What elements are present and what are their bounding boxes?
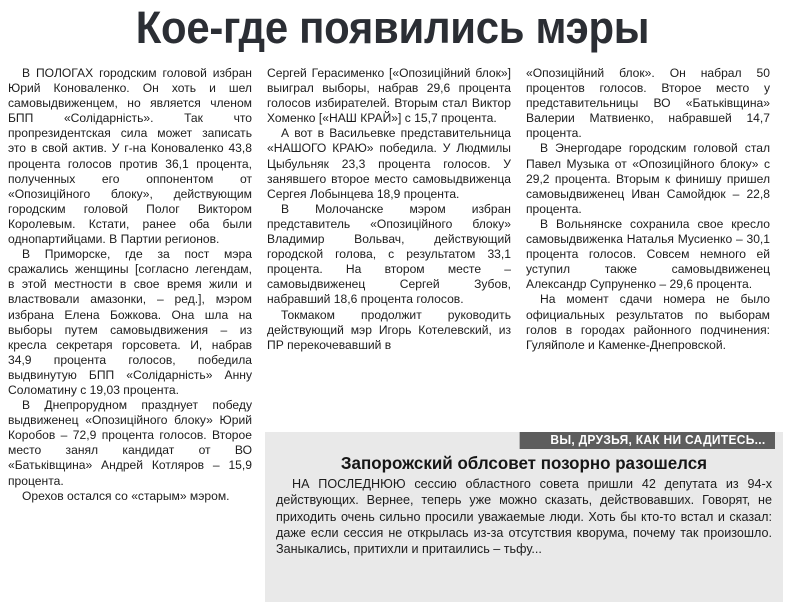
paragraph: Сергей Герасименко [«Опозиційний блок»] выиграл выборы, набрав 29,6 процента голосов избирателей. Вторым стал Виктор Хоменко [«НАШ КРАЙ»] с 15,7 процента. bbox=[267, 66, 511, 126]
sidebar-article-body bbox=[276, 476, 772, 557]
article-column-2 bbox=[267, 66, 511, 353]
paragraph: Орехов остался со «старым» мэром. bbox=[22, 488, 230, 503]
article-column-3 bbox=[526, 66, 770, 353]
page-title: Кое-где появились мэры bbox=[135, 2, 650, 53]
paragraph: НА ПОСЛЕДНЮЮ сессию областного совета пришли 42 депутата из 94-х действующих. Вернее, теперь уже можно сказать, действовавших. Говорят, не приходить очень сильно просили уважаемые люди. Хоть бы кто-то встал и сказал: даже если сессия не открылась из-за отсутствия кворума, почему так произошло. Заныкались, притихли и притаились – тьфу... bbox=[276, 477, 772, 557]
paragraph: В Энергодаре городским головой стал Павел Музыка от «Опозиційного блоку» с 29,2 процента. Вторым к финишу пришел самовыдвиженец Иван Самойдюк – 22,8 процента. bbox=[526, 141, 770, 216]
kicker-banner: ВЫ, ДРУЗЬЯ, КАК НИ САДИТЕСЬ... bbox=[520, 432, 775, 449]
paragraph: «Опозиційний блок». Он набрал 50 процентов голосов. Второе место у представительницы ВО «Батьківщина» Валерии Матвиенко, набравшей 14,7 процента. bbox=[526, 66, 770, 141]
sidebar-article-title: Запорожский облсовет позорно разошелся bbox=[340, 453, 708, 473]
sidebar-article-box bbox=[265, 432, 783, 602]
paragraph: А вот в Васильевке представительница «НАШОГО КРАЮ» победила. У Людмилы Цыбульняк 23,3 процента голосов. У занявшего второе место самовыдвиженца Сергея Лобынцева 18,9 процента. bbox=[267, 126, 511, 201]
paragraph: На момент сдачи номера не было официальных результатов по выборам голов в городах районного подчинения: Гуляйполе и Каменке-Днепровской. bbox=[526, 292, 770, 352]
article-column-1 bbox=[8, 66, 252, 504]
paragraph: В Приморске, где за пост мэра сражались женщины [согласно легендам, в этой местности в свое время жили и властвовали амазонки, – ред.], мэром избрана Елена Божкова. Она шла на выборы путем самовыдвижения – из кресла секретаря горсовета. И, набрав 34,9 процента голосов, победила выдвинутую БПП «Солідарність» Анну Соломатину с 19,03 процента. bbox=[8, 247, 252, 397]
paragraph: В Днепрорудном празднует победу выдвиженец «Опозиційного блоку» Юрий Коробов – 72,9 процента голосов. Второе место занял кандидат от ВО «Батьківщина» Андрей Котляров – 15,9 процента. bbox=[8, 398, 252, 488]
paragraph: В Молочанске мэром избран представитель «Опозиційного блоку» Владимир Вольвач, действующий городской голова, с результатом 33,1 процента. На втором месте – самовыдвиженец Сергей Зубов, набравший 18,6 процента голосов. bbox=[267, 201, 511, 307]
paragraph: В Вольнянске сохранила свое кресло самовыдвиженка Наталья Мусиенко – 30,1 процента голосов. Совсем немного ей уступил также самовыдвиженец Александр Супруненко – 29,6 процента. bbox=[526, 216, 770, 292]
paragraph: Токмаком продолжит руководить действующий мэр Игорь Котелевский, из ПР перекочевавший в bbox=[267, 307, 511, 352]
paragraph: В ПОЛОГАХ городским головой избран Юрий Коноваленко. Он хоть и шел самовыдвиженцем, но является членом БПП «Солідарність». Так что пропрезидентская сила может записать это в свой актив. У г-на Коноваленко 43,8 процента голосов против 36,1 процента, полученных его оппонентом от «Опозиційного блоку», действующим городским головой Полог Виктором Королевым. Кстати, ранее оба были однопартийцами. В Партии регионов. bbox=[8, 66, 252, 247]
